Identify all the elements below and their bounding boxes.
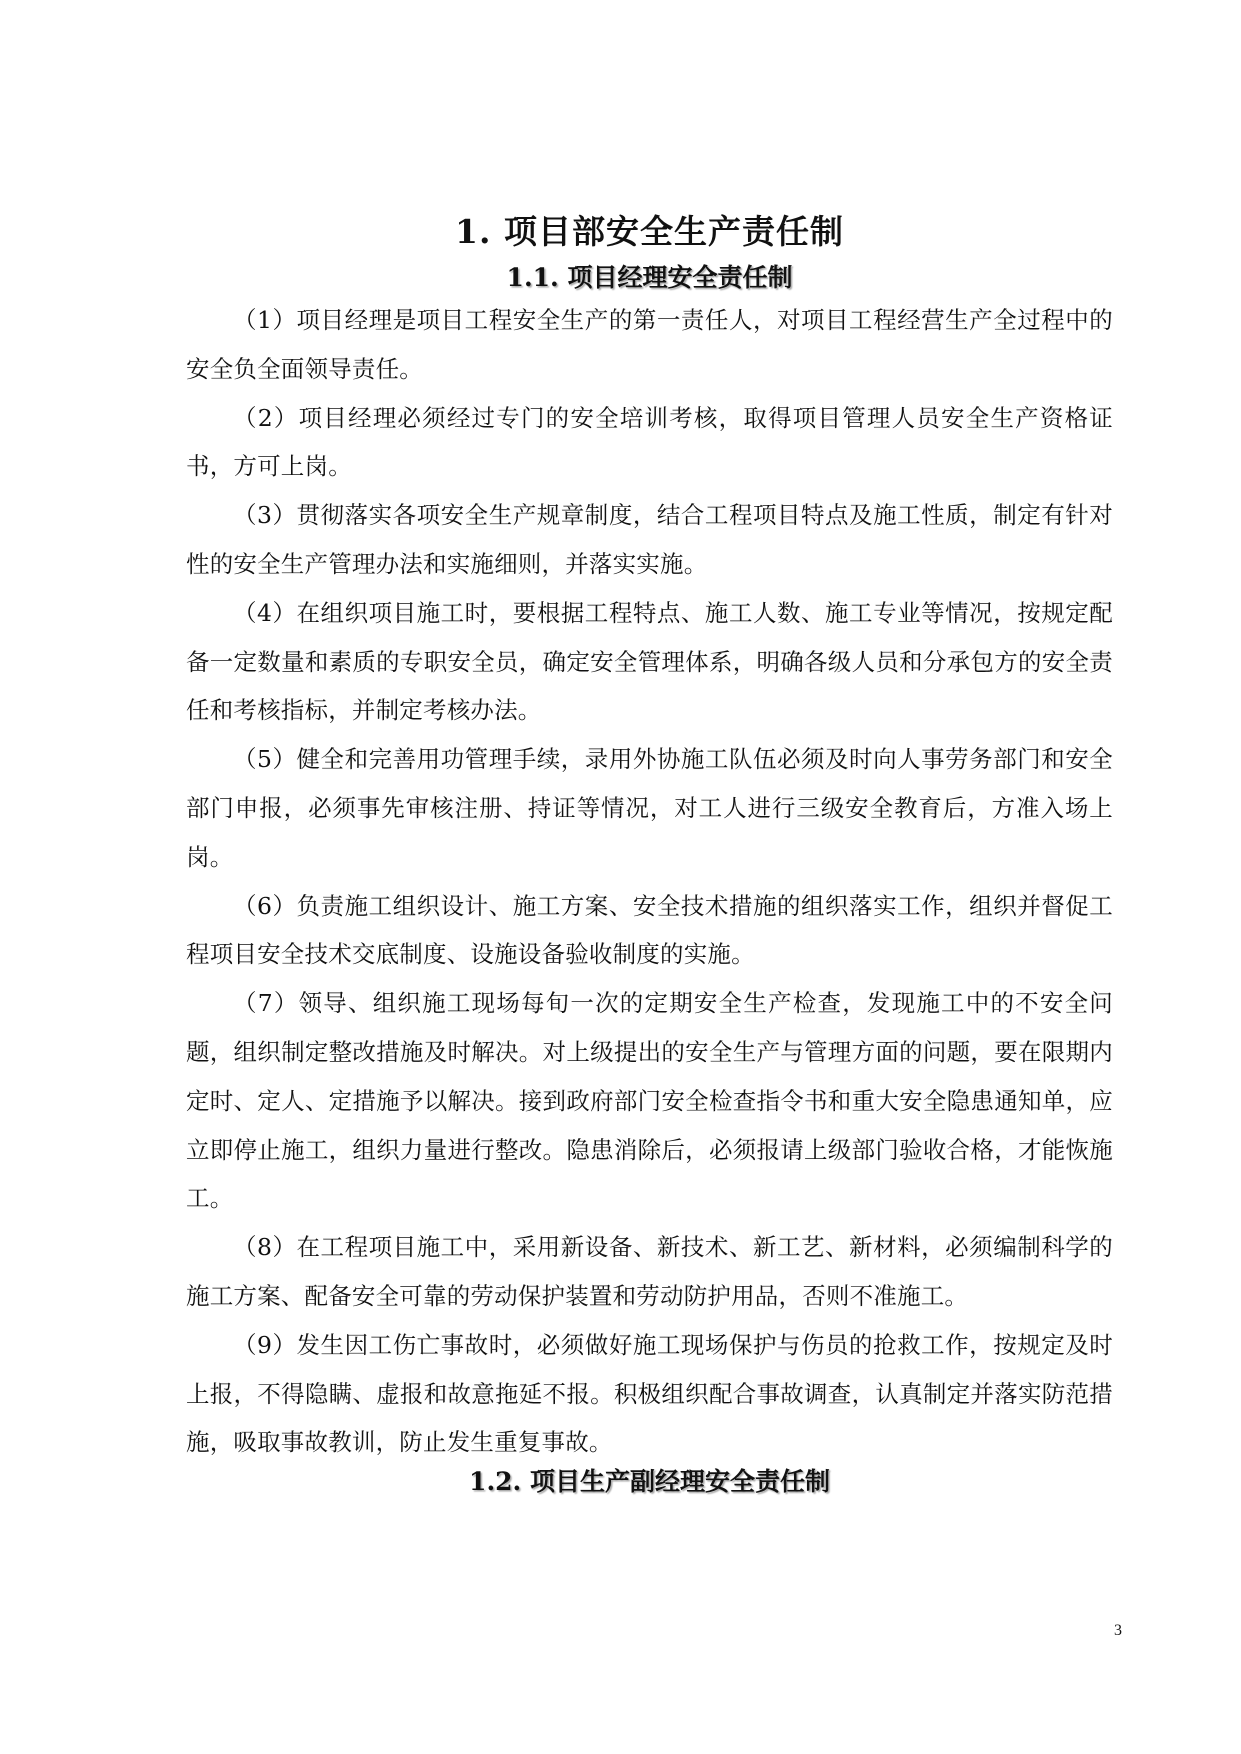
paragraph-4: （4）在组织项目施工时，要根据工程特点、施工人数、施工专业等情况，按规定配备一定数量和素质的专职安全员，确定安全管理体系，明确各级人员和分承包方的安全责任和考核指标，并制定考核办法。 — [186, 598, 1113, 725]
section-title-1-2: 1.2. 项目生产副经理安全责任制 — [469, 1467, 830, 1496]
paragraph-2: （2）项目经理必须经过专门的安全培训考核，取得项目管理人员安全生产资格证书，方可上岗。 — [186, 403, 1113, 481]
document-page — [186, 0, 1113, 1754]
section-title-1-1: 1.1. 项目经理安全责任制 — [506, 263, 793, 292]
paragraph-9: （9）发生因工伤亡事故时，必须做好施工现场保护与伤员的抢救工作，按规定及时上报，不得隐瞒、虚报和故意拖延不报。积极组织配合事故调查，认真制定并落实防范措施，吸取事故教训，防止发生重复事故。 — [186, 1330, 1113, 1457]
page-number: 3 — [1114, 1622, 1122, 1639]
paragraph-6: （6）负责施工组织设计、施工方案、安全技术措施的组织落实工作，组织并督促工程项目安全技术交底制度、设施设备验收制度的实施。 — [186, 891, 1113, 969]
paragraph-3: （3）贯彻落实各项安全生产规章制度，结合工程项目特点及施工性质，制定有针对性的安全生产管理办法和实施细则，并落实实施。 — [186, 501, 1113, 578]
section-1-1-body — [186, 296, 1113, 1467]
paragraph-5: （5）健全和完善用功管理手续，录用外协施工队伍必须及时向人事劳务部门和安全部门申报，必须事先审核注册、持证等情况，对工人进行三级安全教育后，方准入场上岗。 — [186, 745, 1113, 871]
paragraph-7: （7）领导、组织施工现场每旬一次的定期安全生产检查，发现施工中的不安全问题，组织制定整改措施及时解决。对上级提出的安全生产与管理方面的问题，要在限期内定时、定人、定措施予以解决。接到政府部门安全检查指令书和重大安全隐患通知单，应立即停止施工，组织力量进行整改。隐患消除后，必须报请上级部门验收合格，才能恢施工。 — [186, 989, 1113, 1213]
chapter-title: 1. 项目部安全生产责任制 — [455, 212, 844, 251]
paragraph-8: （8）在工程项目施工中，采用新设备、新技术、新工艺、新材料，必须编制科学的施工方案、配备安全可靠的劳动保护装置和劳动防护用品，否则不准施工。 — [186, 1233, 1113, 1310]
paragraph-1: （1）项目经理是项目工程安全生产的第一责任人，对项目工程经营生产全过程中的安全负全面领导责任。 — [186, 306, 1113, 383]
